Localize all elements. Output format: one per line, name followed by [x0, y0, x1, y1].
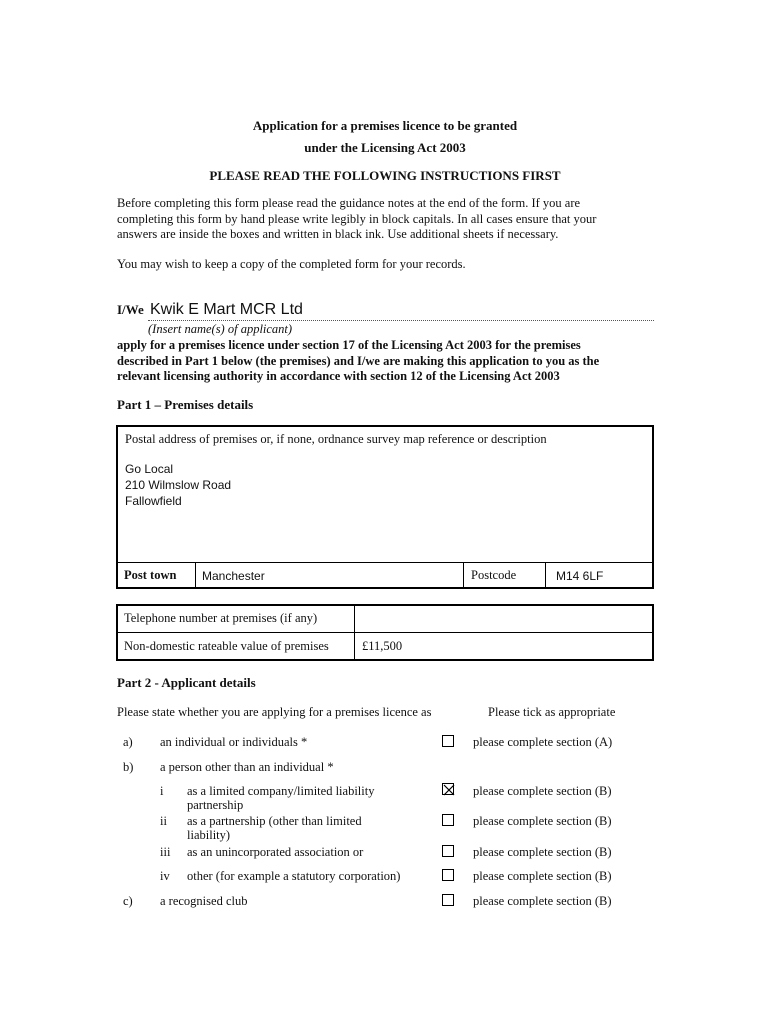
- option-label: an individual or individuals *: [160, 735, 308, 749]
- option-label-line: partnership: [187, 798, 244, 812]
- address-line: 210 Wilmslow Road: [125, 478, 232, 492]
- option-action: please complete section (A): [473, 735, 613, 749]
- partnership-checkbox[interactable]: [442, 814, 454, 826]
- statement-line: described in Part 1 below (the premises) and I/we are making this application to you as the: [117, 353, 600, 368]
- instructions-paragraph: [117, 196, 677, 243]
- divider: [354, 605, 355, 660]
- option-label: a person other than an individual *: [160, 760, 334, 774]
- post-town-field[interactable]: Manchester: [202, 569, 265, 583]
- form-title-line2: under the Licensing Act 2003: [304, 140, 466, 155]
- address-line: Go Local: [125, 462, 174, 476]
- postcode-label: Postcode: [471, 568, 517, 582]
- statement-line: relevant licensing authority in accordance with section 12 of the Licensing Act 2003: [117, 369, 560, 383]
- recognised-club-checkbox[interactable]: [442, 894, 454, 906]
- divider: [117, 632, 653, 633]
- option-marker: c): [123, 894, 133, 908]
- option-marker: iii: [160, 845, 171, 859]
- option-label: other (for example a statutory corporation): [187, 869, 401, 883]
- postcode-field[interactable]: M14 6LF: [556, 569, 604, 583]
- option-label: a recognised club: [160, 894, 248, 908]
- option-label-line: liability): [187, 828, 231, 842]
- option-marker: a): [123, 735, 133, 749]
- option-action: please complete section (B): [473, 845, 612, 859]
- instructions-line: answers are inside the boxes and written in black ink. Use additional sheets if necessary.: [117, 227, 559, 241]
- option-action: please complete section (B): [473, 784, 612, 798]
- divider: [195, 562, 196, 588]
- limited-company-checkbox[interactable]: [442, 783, 454, 795]
- option-label: [187, 784, 374, 812]
- option-action: please complete section (B): [473, 894, 612, 908]
- option-marker: b): [123, 760, 134, 774]
- premises-address-field[interactable]: [125, 461, 231, 509]
- applicant-type-question: Please state whether you are applying for a premises licence as: [117, 705, 432, 719]
- option-marker: i: [160, 784, 164, 798]
- address-line: Fallowfield: [125, 494, 182, 508]
- telephone-label: Telephone number at premises (if any): [124, 611, 318, 625]
- option-marker: iv: [160, 869, 170, 883]
- option-label-line: as a partnership (other than limited: [187, 814, 362, 828]
- option-label: [187, 814, 362, 842]
- divider: [463, 562, 464, 588]
- unincorporated-association-checkbox[interactable]: [442, 845, 454, 857]
- option-label: as an unincorporated association or: [187, 845, 364, 859]
- applicant-name-hint: (Insert name(s) of applicant): [148, 322, 293, 336]
- instructions-line: completing this form by hand please write legibly in block capitals. In all cases ensure that your: [117, 211, 597, 226]
- part1-heading: Part 1 – Premises details: [117, 397, 254, 412]
- tick-instruction: Please tick as appropriate: [488, 705, 616, 719]
- form-title-line1: Application for a premises licence to be granted: [252, 118, 518, 133]
- option-marker: ii: [160, 814, 167, 828]
- option-action: please complete section (B): [473, 814, 612, 828]
- instructions-line: Before completing this form please read the guidance notes at the end of the form. If you are: [117, 196, 581, 210]
- individual-checkbox[interactable]: [442, 735, 454, 747]
- instructions-heading: PLEASE READ THE FOLLOWING INSTRUCTIONS FIRST: [209, 168, 561, 183]
- statement-line: apply for a premises licence under section 17 of the Licensing Act 2003 for the premises: [117, 338, 581, 352]
- checkmark-x-icon: [443, 784, 455, 796]
- application-statement: [117, 338, 677, 385]
- other-checkbox[interactable]: [442, 869, 454, 881]
- option-action: please complete section (B): [473, 869, 612, 883]
- applicant-prefix: I/We: [117, 302, 144, 317]
- applicant-name-underline: [148, 320, 654, 321]
- divider: [545, 562, 546, 588]
- part2-heading: Part 2 - Applicant details: [117, 675, 256, 690]
- post-town-label: Post town: [124, 568, 177, 582]
- rateable-value-label: Non-domestic rateable value of premises: [124, 639, 329, 653]
- copy-note: You may wish to keep a copy of the completed form for your records.: [117, 257, 466, 271]
- premises-address-label: Postal address of premises or, if none, ordnance survey map reference or description: [125, 432, 547, 446]
- address-row-divider: [117, 562, 653, 563]
- option-label-line: as a limited company/limited liability: [187, 784, 375, 798]
- applicant-name-field[interactable]: Kwik E Mart MCR Ltd: [150, 301, 303, 318]
- rateable-value-field[interactable]: £11,500: [362, 639, 403, 653]
